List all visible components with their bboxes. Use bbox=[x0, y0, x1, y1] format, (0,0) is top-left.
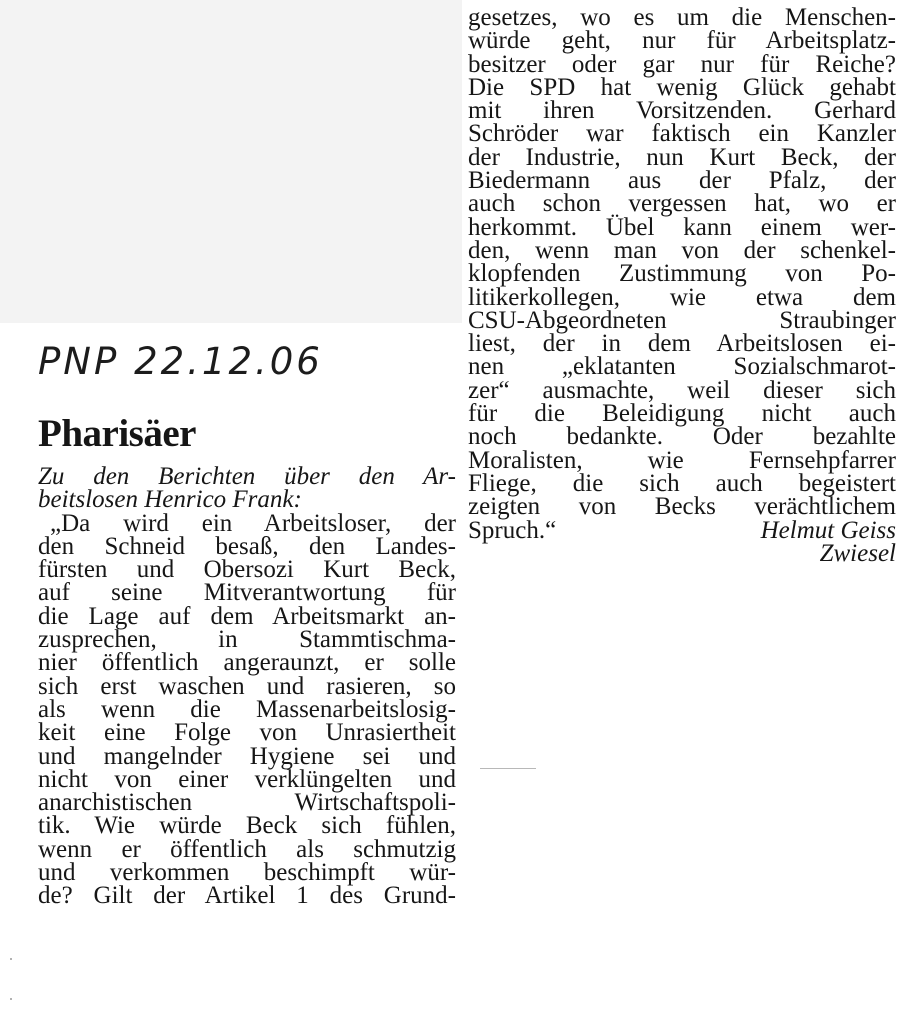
body-text-line: auf seine Mitverantwortung für bbox=[38, 579, 456, 607]
body-text-line: gesetzes, wo es um die Menschen- bbox=[468, 4, 896, 31]
author-name: Helmut Geiss bbox=[760, 516, 896, 544]
body-text-line: keit eine Folge von Unrasiertheit bbox=[38, 719, 456, 747]
body-text-line: die Lage auf dem Arbeitsmarkt an- bbox=[38, 602, 456, 630]
body-text-line: den Schneid besaß, den Landes- bbox=[38, 532, 456, 560]
left-column bbox=[38, 465, 456, 908]
body-text-line: auch schon vergessen hat, wo er bbox=[468, 190, 896, 218]
body-text-line: Die SPD hat wenig Glück gehabt bbox=[468, 73, 896, 101]
body-text-line: nier öffentlich angeraunzt, er solle bbox=[38, 649, 456, 677]
body-text-line: würde geht, nur für Arbeitsplatz- bbox=[468, 27, 896, 55]
body-text-line: mit ihren Vorsitzenden. Gerhard bbox=[468, 97, 896, 125]
body-text-line: anarchistischen Wirtschaftspoli- bbox=[38, 789, 456, 817]
body-text-line: herkommt. Übel kann einem wer- bbox=[468, 213, 896, 241]
handwritten-date-note: PNP 22.12.06 bbox=[38, 340, 323, 383]
body-text-line: liest, der in dem Arbeitslosen ei- bbox=[468, 330, 896, 358]
closing-text: Spruch.“ bbox=[468, 516, 557, 544]
body-text-line: litikerkollegen, wie etwa dem bbox=[468, 283, 896, 311]
body-text-line: fürsten und Obersozi Kurt Beck, bbox=[38, 556, 456, 584]
author-location: Zwiesel bbox=[819, 539, 896, 567]
body-text-line: besitzer oder gar nur für Reiche? bbox=[468, 50, 896, 78]
body-text-line: sich erst waschen und rasieren, so bbox=[38, 672, 456, 700]
body-text-line: für die Beleidigung nicht auch bbox=[468, 400, 896, 428]
body-text-line: Fliege, die sich auch begeistert bbox=[468, 469, 896, 497]
body-text-line: den, wenn man von der schenkel- bbox=[468, 236, 896, 264]
body-text-line: und mangelnder Hygiene sei und bbox=[38, 742, 456, 770]
scan-speck bbox=[10, 998, 12, 1000]
right-column bbox=[468, 6, 896, 565]
body-text-line: zeigten von Becks verächtlichem bbox=[468, 493, 896, 521]
body-text-line: nicht von einer verklüngelten und bbox=[38, 765, 456, 793]
body-text-line: klopfenden Zustimmung von Po- bbox=[468, 260, 896, 288]
body-text-line: der Industrie, nun Kurt Beck, der bbox=[468, 143, 896, 171]
closing-signature-row bbox=[468, 516, 896, 544]
body-text-line: nen „eklatanten Sozialschmarot- bbox=[468, 353, 896, 381]
body-text-line: de? Gilt der Artikel 1 des Grund- bbox=[38, 882, 456, 910]
body-text-line: Biedermann aus der Pfalz, der bbox=[468, 167, 896, 195]
body-text-line: als wenn die Massenarbeitslosig- bbox=[38, 695, 456, 723]
body-text-line: noch bedankte. Oder bezahlte bbox=[468, 423, 896, 451]
scan-speck bbox=[10, 958, 12, 960]
body-text-line: „Da wird ein Arbeitsloser, der bbox=[50, 509, 456, 537]
scan-shaded-area bbox=[0, 0, 462, 323]
body-text-line: Schröder war faktisch ein Kanzler bbox=[468, 120, 896, 148]
body-text-line: wenn er öffentlich als schmutzig bbox=[38, 835, 456, 863]
body-text-line: Moralisten, wie Fernsehpfarrer bbox=[468, 446, 896, 474]
subheading-line: beitslosen Henrico Frank: bbox=[38, 486, 302, 514]
letter-headline: Pharisäer bbox=[38, 412, 196, 455]
body-text-line: zusprechen, in Stammtischma- bbox=[38, 626, 456, 654]
body-text-line: CSU-Abgeordneten Straubinger bbox=[468, 306, 896, 334]
subheading-line: Zu den Berichten über den Ar- bbox=[38, 463, 456, 490]
body-text-line: zer“ ausmachte, weil dieser sich bbox=[468, 376, 896, 404]
body-text-line: tik. Wie würde Beck sich fühlen, bbox=[38, 812, 456, 840]
body-text-line: und verkommen beschimpft wür- bbox=[38, 859, 456, 887]
end-rule bbox=[480, 768, 536, 769]
